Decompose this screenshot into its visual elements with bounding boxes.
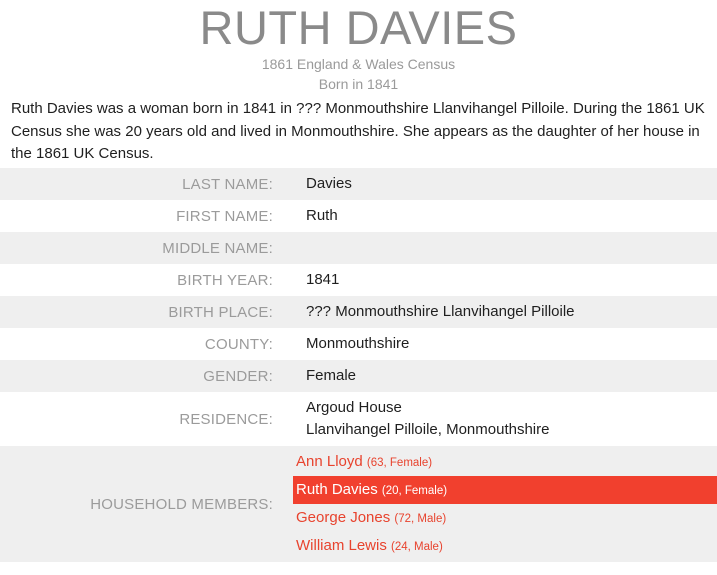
row-county xyxy=(0,328,717,360)
first-name-value: Ruth xyxy=(306,207,338,224)
member-meta: (24, Male) xyxy=(391,541,443,553)
row-gender xyxy=(0,360,717,392)
row-residence xyxy=(0,392,717,446)
county-value: Monmouthshire xyxy=(306,335,410,352)
birth-place-value: ??? Monmouthshire Llanvihangel Pilloile xyxy=(306,303,575,320)
birth-year-value: 1841 xyxy=(306,271,340,288)
row-middle-name xyxy=(0,232,717,264)
birth-year-label: BIRTH YEAR: xyxy=(177,271,273,289)
gender-value: Female xyxy=(306,367,357,384)
member-meta: (63, Female) xyxy=(366,457,433,469)
member-name: William Lewis xyxy=(296,537,387,554)
member-name: Ruth Davies xyxy=(296,481,378,498)
row-last-name xyxy=(0,168,717,200)
birth-place-label: BIRTH PLACE: xyxy=(168,303,273,321)
row-birth-year xyxy=(0,264,717,296)
record-header xyxy=(0,0,717,94)
middle-name-value xyxy=(293,232,717,264)
household-member-link[interactable] xyxy=(293,448,717,476)
member-name: Ann Lloyd xyxy=(296,453,363,470)
county-label: COUNTY: xyxy=(204,335,273,353)
residence-value xyxy=(293,392,717,446)
person-name-title: RUTH DAVIES xyxy=(199,1,518,54)
row-household-members xyxy=(0,446,717,562)
household-members-list xyxy=(293,446,717,562)
residence-label: RESIDENCE: xyxy=(179,410,273,428)
last-name-label: LAST NAME: xyxy=(182,175,273,193)
household-members-label: HOUSEHOLD MEMBERS: xyxy=(90,495,273,513)
household-member-current[interactable] xyxy=(293,476,717,504)
row-birth-place xyxy=(0,296,717,328)
middle-name-label: MIDDLE NAME: xyxy=(162,239,273,257)
residence-line-2: Llanvihangel Pilloile, Monmouthshire xyxy=(306,421,550,438)
census-subtitle: 1861 England & Wales Census xyxy=(261,56,456,72)
birth-subtitle: Born in 1841 xyxy=(318,76,399,92)
household-member-link[interactable] xyxy=(293,532,717,560)
residence-line-1: Argoud House xyxy=(306,399,402,416)
gender-label: GENDER: xyxy=(203,367,273,385)
member-meta: (20, Female) xyxy=(381,485,448,497)
row-first-name xyxy=(0,200,717,232)
details-table xyxy=(0,168,717,562)
first-name-label: FIRST NAME: xyxy=(176,207,273,225)
record-summary: Ruth Davies was a woman born in 1841 in ??? Monmouthshire Llanvihangel Pilloile. During the 1861 UK Census she was 20 years old and lived in Monmouthshire. She appears as the daughter of her house in the 1861 UK Census. xyxy=(11,100,705,162)
member-name: George Jones xyxy=(296,509,391,526)
last-name-value: Davies xyxy=(306,175,352,192)
household-member-link[interactable] xyxy=(293,504,717,532)
member-meta: (72, Male) xyxy=(394,513,447,525)
